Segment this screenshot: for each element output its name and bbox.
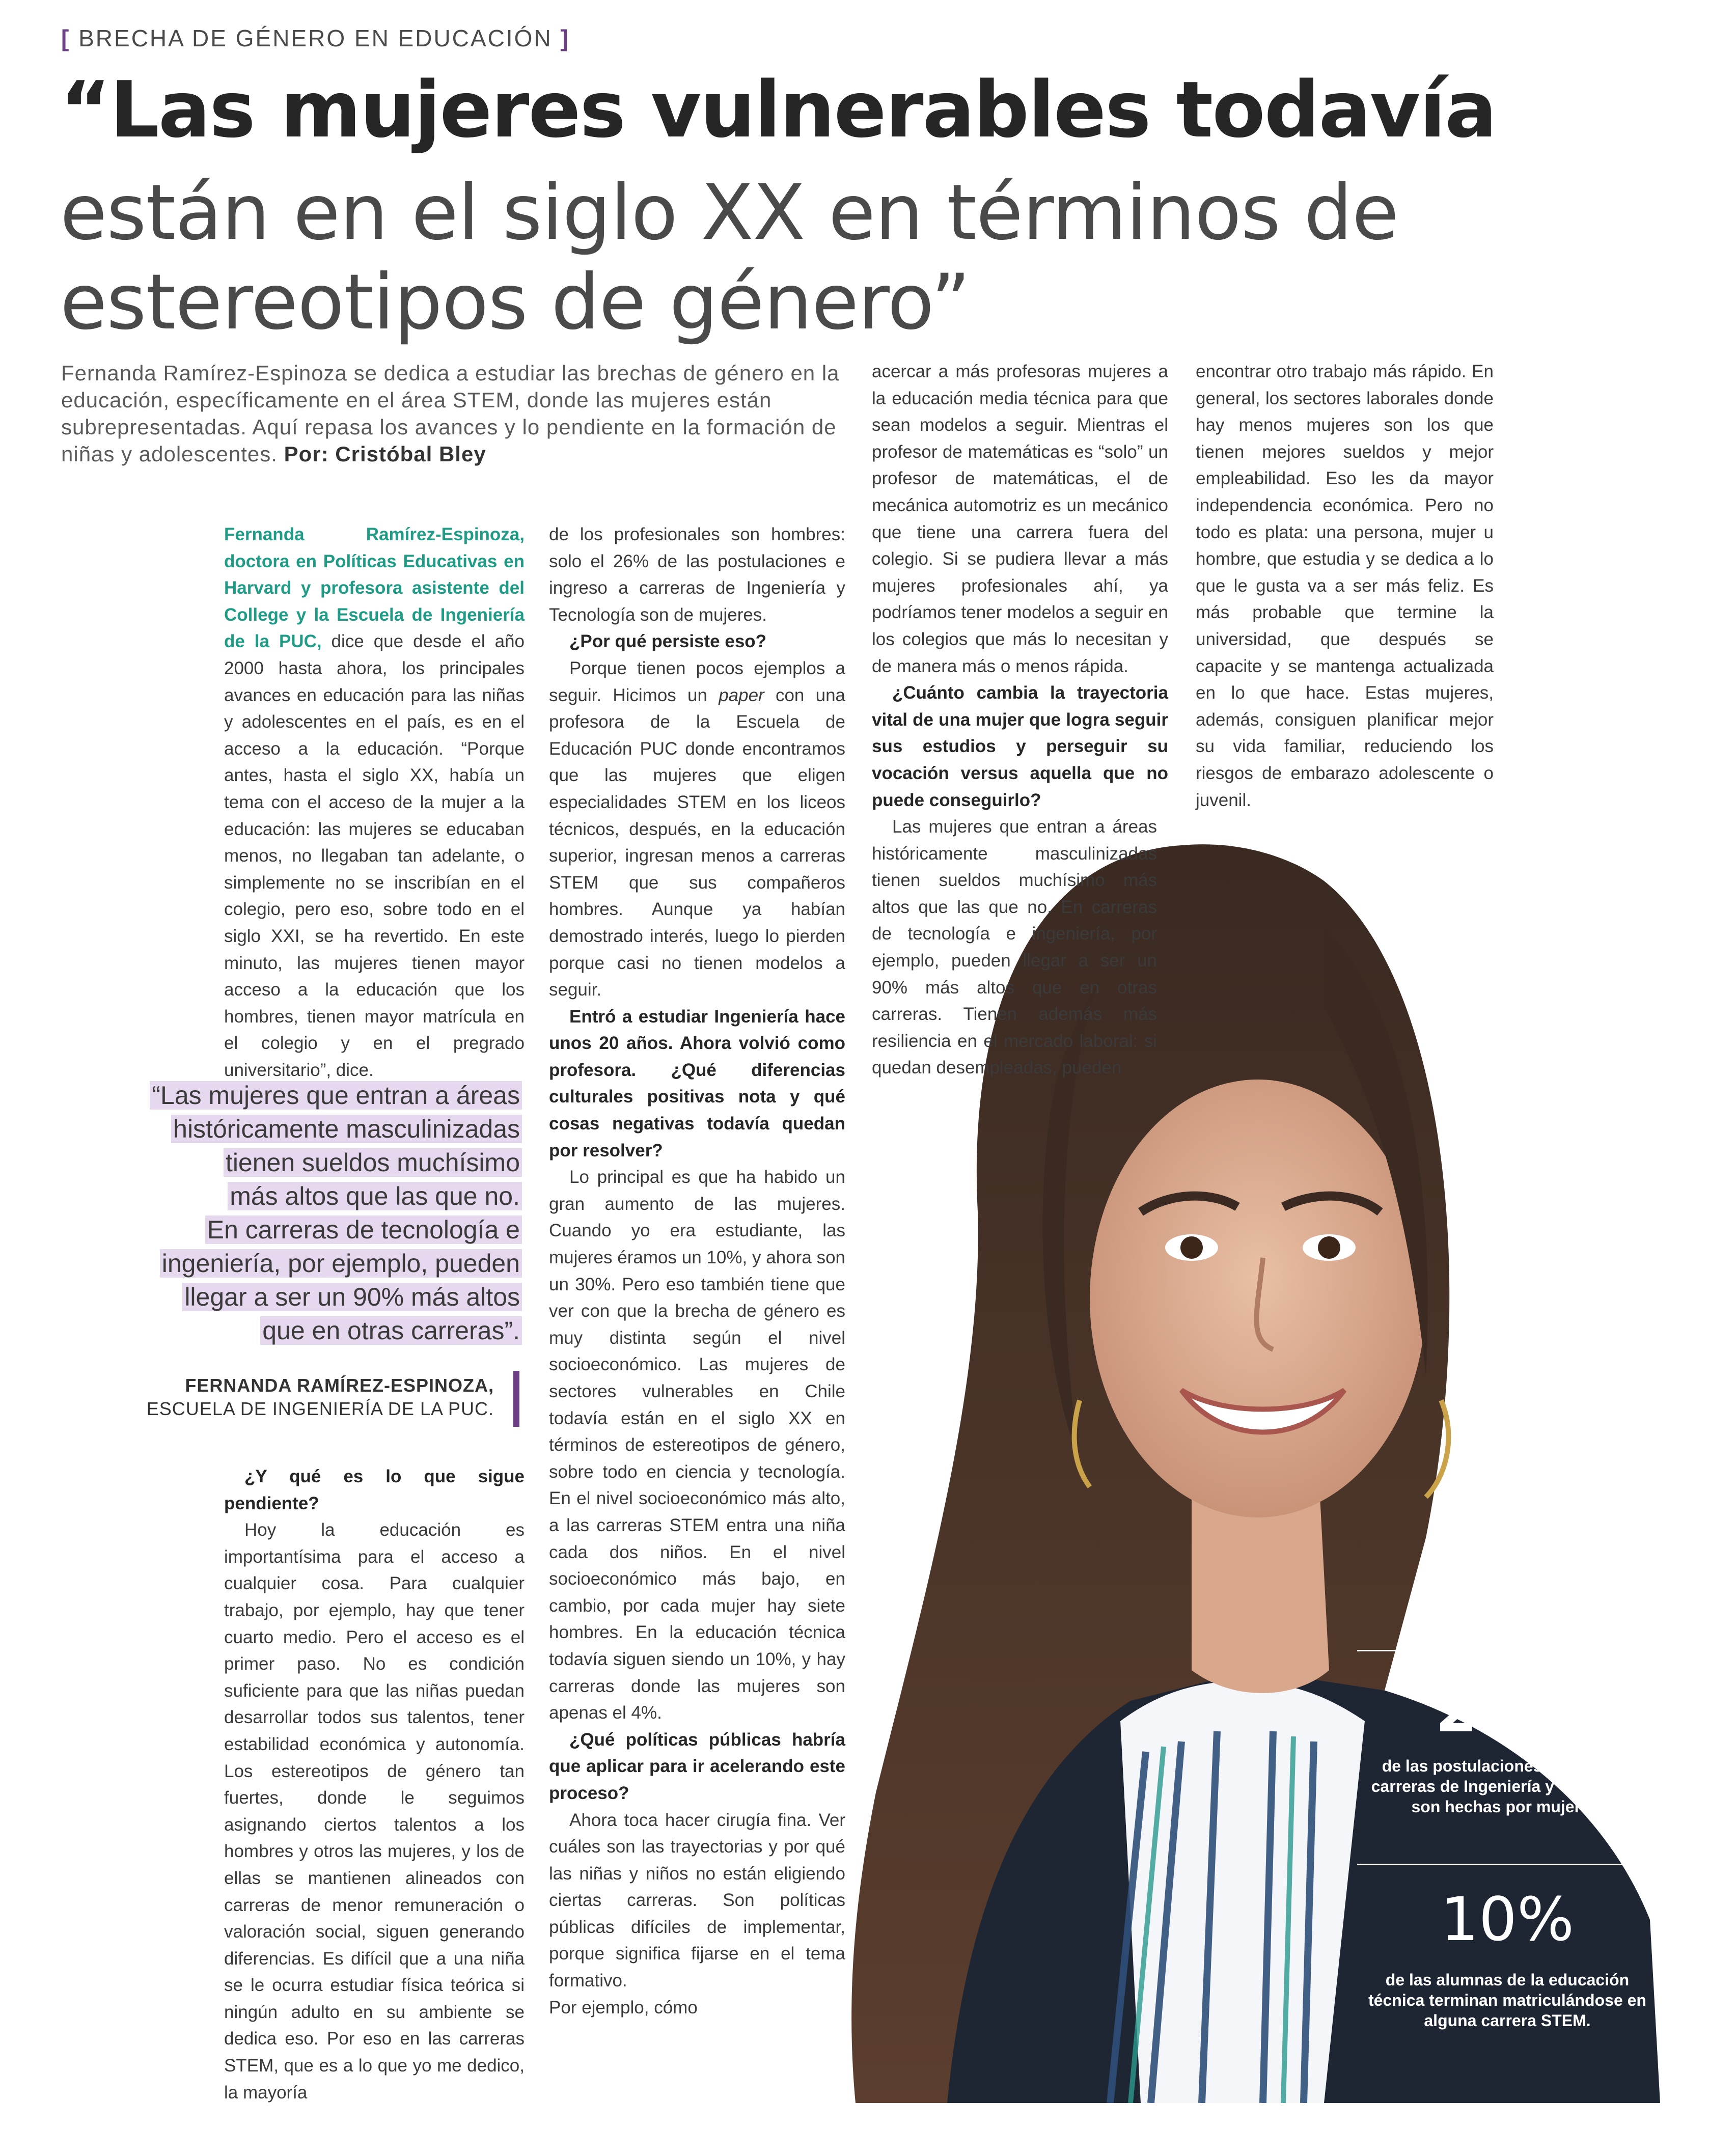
answer-3: Lo principal es que ha habido un gran aumento de las mujeres. Cuando yo era estudiante, las mujeres éramos un 10%, y ahora son un 30%. Pero eso también tiene que ver con que la brecha de género es muy distinta según el nivel socioeconómico. Las mujeres de sectores vulnerables en Chile todavía están en el siglo XX en términos de estereotipos de género, sobre todo en ciencia y tecnología. En el nivel socioeconómico más alto, a las carreras STEM entra una niña cada dos niños. En el nivel socioeconómico más bajo, en cambio, por cada mujer hay siete hombres. En la educación técnica todavía siguen siendo un 10%, y hay carreras donde las mujeres son apenas el 4%. — [549, 1167, 845, 1723]
pull-quote-line: llegar a ser un 90% más altos — [182, 1283, 522, 1311]
section-tag-bracket-open: [ — [61, 25, 71, 51]
stat-divider — [1357, 1650, 1632, 1651]
stat-1-value: 26% — [1435, 1675, 1580, 1746]
pull-quote-line: tienen sueldos muchísimo — [224, 1148, 522, 1177]
question-1: ¿Y qué es lo que sigue pendiente? — [224, 1467, 525, 1513]
section-tag-label: BRECHA DE GÉNERO EN EDUCACIÓN — [78, 25, 553, 51]
answer-4-continued: Por ejemplo, cómo — [549, 1997, 698, 2017]
attribution-affiliation: ESCUELA DE INGENIERÍA DE LA PUC. — [146, 1398, 494, 1419]
article-column-4 — [1196, 358, 1494, 814]
question-2: ¿Por qué persiste eso? — [569, 631, 767, 652]
answer-2-paper: paper — [719, 685, 764, 705]
answer-1: Hoy la educación es importantísima para el acceso a cualquier cosa. Para cualquier trabajo, por ejemplo, hay que tener cuarto medio. Pero el acceso es el primer paso. No es condición suficiente para que las niñas puedan desarrollar todos sus talentos, tener estabilidad económica y autonomía. Los estereotipos de género tan fuertes, donde le seguimos asignando ciertos talentos a los hombres y otros las mujeres, y los de ellas se mantienen alineados con carreras de menor remuneración o valoración social, siguen generando diferencias. Es difícil que a una niña se le ocurra estudiar física teórica si ningún adulto en su ambiente se dedica eso. Por eso en las carreras STEM, que es a lo que yo me dedico, la mayoría — [224, 1520, 525, 2103]
pull-quote-attribution — [143, 1374, 494, 1421]
answer-1-continued: de los profesionales son hombres: solo el 26% de las postulaciones e ingreso a carreras de Ingeniería y Tecnología son de mujeres. — [549, 524, 845, 625]
pull-quote-line: históricamente masculinizadas — [171, 1115, 522, 1143]
standfirst — [61, 360, 856, 467]
headline-line-1: “Las mujeres vulnerables todavía — [60, 65, 1496, 155]
answer-2 — [549, 655, 845, 1004]
pull-quote — [143, 1079, 522, 1347]
pull-quote-line: ingeniería, por ejemplo, pueden — [160, 1249, 522, 1278]
answer-2-text: Porque tienen pocos ejemplos a seguir. Hicimos un — [549, 658, 845, 705]
pull-quote-line: que en otras carreras”. — [260, 1316, 522, 1345]
headline-line-2: están en el siglo XX en términos de estereotipos de género” — [60, 169, 1399, 347]
stat-2-value: 10% — [1440, 1884, 1575, 1954]
article-column-3 — [872, 358, 1168, 1082]
question-4: ¿Qué políticas públicas habría que aplicar para ir acelerando este proceso? — [549, 1729, 845, 1803]
question-3: Entró a estudiar Ingeniería hace unos 20 años. Ahora volvió como profesora. ¿Qué diferencias culturales positivas nota y qué cosas negativas todavía quedan por resolver? — [549, 1006, 845, 1160]
answer-2-text: con una profesora de la Escuela de Educación PUC donde encontramos que las mujeres que eligen especialidades STEM en los liceos técnicos, después, en la educación superior, ingresan menos a carreras STEM que sus compañeros hombres. Aunque ya habían demostrado interés, luego lo pierden porque casi no tienen modelos a seguir. — [549, 685, 845, 1000]
attribution-name: FERNANDA RAMÍREZ-ESPINOZA, — [185, 1375, 494, 1396]
question-5: ¿Cuánto cambia la trayectoria vital de una mujer que logra seguir sus estudios y perseguir su vocación versus aquella que no puede conseguirlo? — [872, 683, 1168, 810]
answer-4: Ahora toca hacer cirugía fina. Ver cuáles son las trayectorias y por qué las niñas y niños no están eligiendo ciertas carreras. Son políticas públicas difíciles de implementar, porque significa fijarse en el tema formativo. — [549, 1810, 845, 1991]
standfirst-text: Fernanda Ramírez-Espinoza se dedica a estudiar las brechas de género en la educación, específicamente en el área STEM, donde las mujeres están subrepresentadas. Aquí repasa los avances y lo pendiente en la formación de niñas y adolescentes. — [61, 361, 840, 466]
pull-quote-line: En carreras de tecnología e — [205, 1215, 522, 1244]
stat-2-description: de las alumnas de la educación técnica terminan matriculándose en alguna carrera STEM. — [1368, 1971, 1646, 2030]
intro-name: Fernanda Ramírez-Espinoza, doctora en Políticas Educativas en Harvard y profesora asistente del College y la Escuela de Ingeniería de la PUC, — [224, 524, 525, 652]
stat-divider — [1357, 1864, 1632, 1865]
answer-5: Las mujeres que entran a áreas históricamente masculinizadas tienen sueldos muchísimo más altos que las que no. En carreras de tecnología e ingeniería, por ejemplo, pueden llegar a ser un 90% más altos que en otras carreras. Tienen además más resiliencia en el mercado laboral: si quedan desempleadas, pueden — [872, 817, 1157, 1078]
intro-paragraph — [224, 521, 525, 1084]
section-tag — [61, 24, 570, 52]
article-column-2 — [549, 521, 845, 2021]
byline: Por: Cristóbal Bley — [284, 442, 486, 466]
pull-quote-line: más altos que las que no. — [228, 1182, 522, 1210]
intro-text: dice que desde el año 2000 hasta ahora, los principales avances en educación para las niñas y adolescentes en el país, es en el acceso a la educación. “Porque antes, hasta el siglo XX, había un tema con el acceso de la mujer a la educación: las mujeres se educaban menos, no llegaban tan adelante, o simplemente no se inscribían en el colegio, pero eso, sobre todo en el siglo XXI, se ha revertido. En este minuto, las mujeres tienen mayor acceso a la educación que los hombres, tienen mayor matrícula en el colegio y en el pregrado universitario”, dice. — [224, 631, 525, 1080]
stat-1-description: de las postulaciones e ingreso a carreras de Ingeniería y Tecnología son hechas por mujeres. — [1371, 1757, 1644, 1816]
article-column-1-lower — [224, 1463, 525, 2106]
section-tag-bracket-close: ] — [560, 25, 570, 51]
attribution-accent-bar — [513, 1371, 519, 1427]
article-column-1 — [224, 521, 525, 1084]
pull-quote-line: “Las mujeres que entran a áreas — [150, 1081, 522, 1110]
answer-5-col4: encontrar otro trabajo más rápido. En general, los sectores laborales donde hay menos mujeres son los que tienen mejores sueldos y mejor empleabilidad. Eso les da mayor independencia económica. Pero no todo es plata: una persona, mujer u hombre, que estudia y se dedica a lo que le gusta va a ser más feliz. Es más probable que termine la universidad, que después se capacite y se mantenga actualizada en lo que hace. Estas mujeres, además, consiguen planificar mejor su vida familiar, reduciendo los riesgos de embarazo adolescente o juvenil. — [1196, 362, 1494, 810]
answer-4-col3: acercar a más profesoras mujeres a la educación media técnica para que sean modelos a seguir. Mientras el profesor de matemáticas es “solo” un profesor de matemáticas, el de mecánica automotriz es un mecánico que tiene una carrera fuera del colegio. Si se pudiera llevar a más mujeres profesionales ahí, ya podríamos tener modelos a seguir en los colegios que más lo necesitan y de manera más o menos rápida. — [872, 362, 1168, 676]
